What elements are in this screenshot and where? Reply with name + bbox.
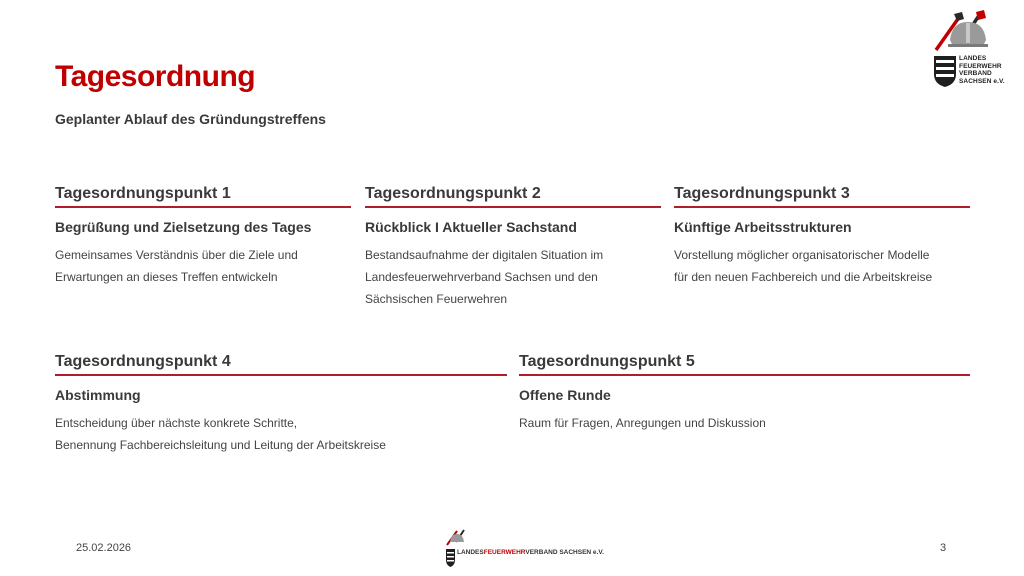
- agenda-item-heading: Tagesordnungspunkt 1: [55, 184, 351, 208]
- description-line: Erwartungen an dieses Treffen entwickeln: [55, 270, 278, 284]
- footer-date: 25.02.2026: [76, 542, 132, 554]
- agenda-item-heading: Tagesordnungspunkt 2: [365, 184, 661, 208]
- footer-logo-wordmark: [457, 549, 604, 556]
- agenda-item-heading: Tagesordnungspunkt 4: [55, 352, 507, 376]
- description-line: Vorstellung möglicher organisatorischer Modelle: [674, 248, 930, 262]
- agenda-item-description: [674, 244, 970, 288]
- agenda-item-5: [519, 352, 970, 434]
- footer-logo-suffix: VERBAND SACHSEN e.V.: [525, 549, 604, 556]
- slide-subtitle: Geplanter Ablauf des Gründungstreffens: [55, 111, 326, 127]
- description-line: Benennung Fachbereichsleitung und Leitung der Arbeitskreise: [55, 438, 386, 452]
- description-line: Bestandsaufnahme der digitalen Situation im: [365, 248, 604, 262]
- agenda-item-1: [55, 184, 351, 288]
- slide-title: Tagesordnung: [55, 60, 256, 93]
- logo-line: FEUERWEHR: [959, 62, 1002, 70]
- agenda-item-description: [55, 412, 507, 456]
- agenda-item-subheading: Rückblick I Aktueller Sachstand: [365, 219, 577, 235]
- agenda-item-description: [519, 412, 970, 434]
- description-line: Raum für Fragen, Anregungen und Diskussion: [519, 416, 766, 430]
- description-line: für den neuen Fachbereich und die Arbeitskreise: [674, 270, 933, 284]
- agenda-item-subheading: Künftige Arbeitsstrukturen: [674, 219, 852, 235]
- agenda-item-4: [55, 352, 507, 456]
- agenda-item-heading: Tagesordnungspunkt 3: [674, 184, 970, 208]
- description-line: Landesfeuerwehrverband Sachsen und den: [365, 270, 598, 284]
- description-line: Entscheidung über nächste konkrete Schritte,: [55, 416, 298, 430]
- description-line: Gemeinsames Verständnis über die Ziele und: [55, 248, 298, 262]
- agenda-item-2: [365, 184, 661, 310]
- page-number: 3: [940, 542, 947, 554]
- footer-logo-highlight: FEUERWEHR: [483, 549, 526, 556]
- logo-line: SACHSEN e.V.: [959, 77, 1005, 85]
- agenda-item-3: [674, 184, 970, 288]
- footer-logo-prefix: LANDES: [457, 549, 484, 556]
- logo-line: LANDES: [959, 55, 987, 62]
- agenda-item-subheading: Offene Runde: [519, 387, 611, 403]
- agenda-item-subheading: Abstimmung: [55, 387, 141, 403]
- agenda-item-description: [55, 244, 351, 288]
- agenda-item-heading: Tagesordnungspunkt 5: [519, 352, 970, 376]
- agenda-item-description: [365, 244, 661, 310]
- agenda-item-subheading: Begrüßung und Zielsetzung des Tages: [55, 219, 312, 235]
- logo-wordmark: [959, 55, 1005, 85]
- logo-line: VERBAND: [959, 70, 992, 77]
- description-line: Sächsischen Feuerwehren: [365, 292, 508, 306]
